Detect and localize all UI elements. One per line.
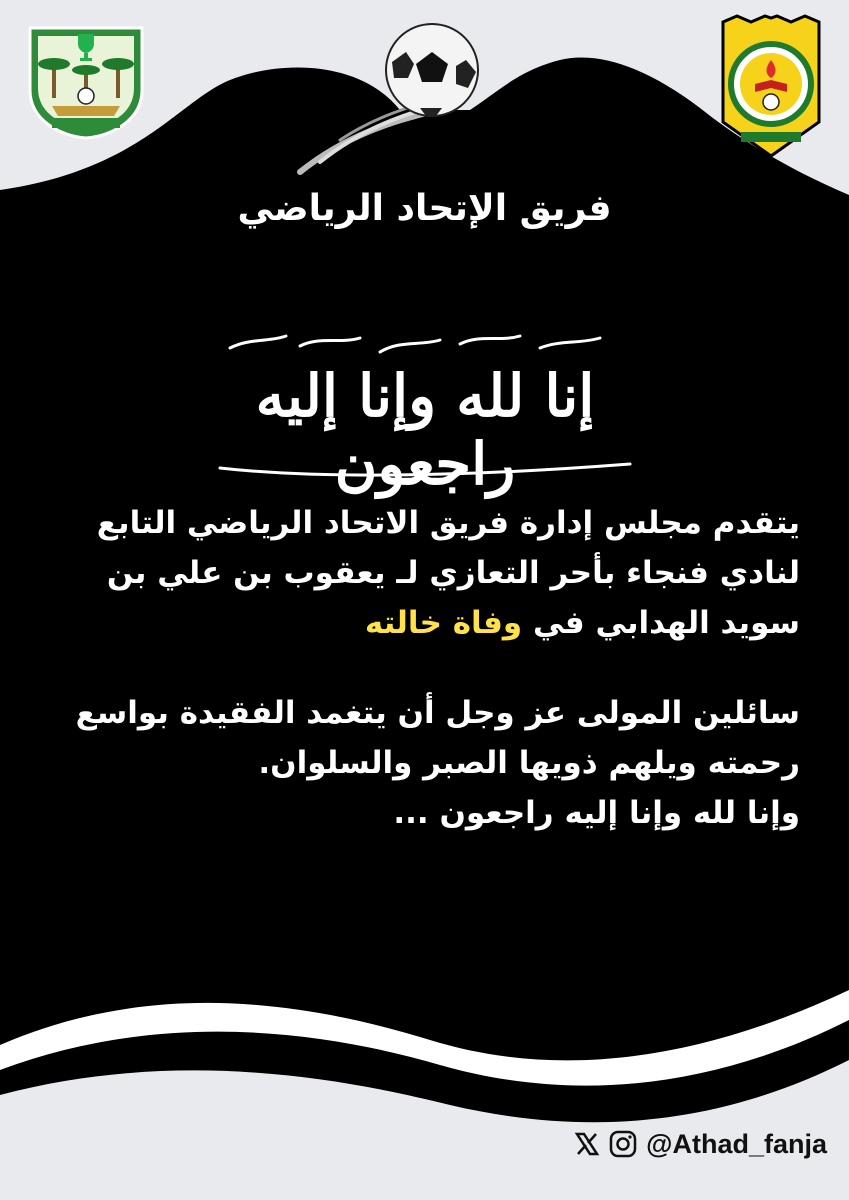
message-line: يتقدم مجلس إدارة فريق الاتحاد الرياضي التابع	[96, 505, 800, 541]
ball-icon	[78, 88, 94, 104]
ball-icon	[763, 94, 779, 110]
message-line: رحمته ويلهم ذويها الصبر والسلوان.	[258, 745, 800, 781]
instagram-icon[interactable]	[608, 1129, 638, 1159]
highlighted-text: وفاة خالته	[364, 605, 523, 641]
fanja-club-crest	[715, 12, 827, 160]
message-line	[60, 598, 800, 648]
message-line: وإنا لله وإنا إليه راجعون ...	[393, 795, 800, 831]
social-footer	[574, 1124, 827, 1164]
message-line: سائلين المولى عز وجل أن يتغمد الفقيدة بواسع	[75, 695, 800, 731]
team-title: فريق الإتحاد الرياضي	[237, 188, 612, 229]
calligraphy-verse	[190, 318, 660, 498]
spacer	[60, 648, 800, 688]
social-handle[interactable]: @Athad_fanja	[646, 1128, 827, 1159]
condolence-message	[60, 498, 800, 838]
fanja-team-logo	[22, 20, 150, 140]
calligraphy-text: إنا لله وإنا إليه راجعون	[255, 362, 595, 498]
message-line: لنادي فنجاء بأحر التعازي لـ يعقوب بن علي بن	[106, 555, 800, 591]
x-icon[interactable]	[574, 1131, 600, 1157]
message-text: سويد الهدابي في	[533, 605, 800, 641]
soccer-ball-icon	[280, 12, 500, 182]
